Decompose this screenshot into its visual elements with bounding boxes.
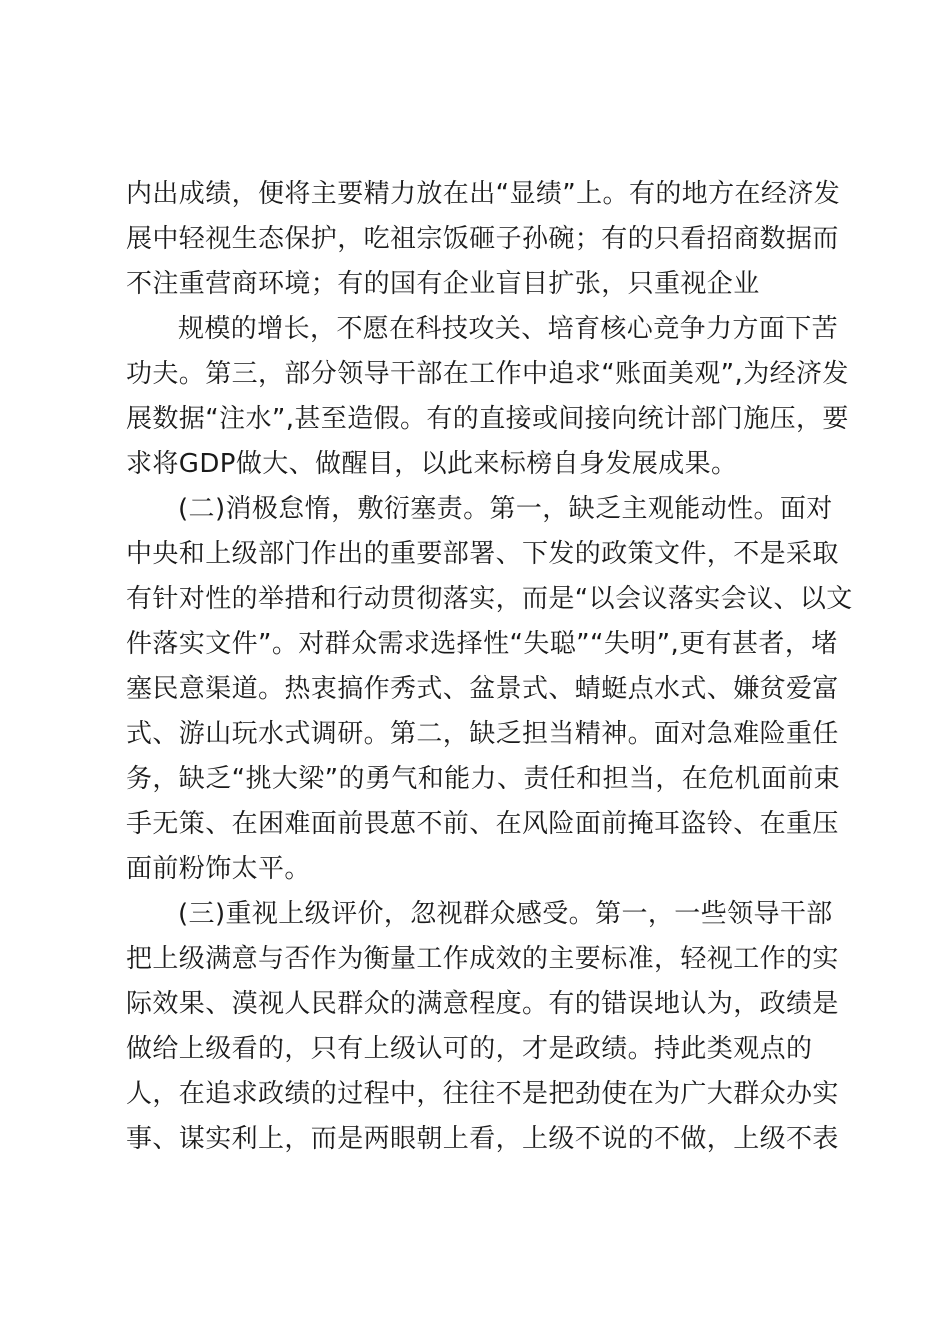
text-line: 面前粉饰太平。: [126, 854, 311, 884]
text-line: 中央和上级部门作出的重要部署、下发的政策文件，不是采取: [126, 539, 839, 569]
text-line: 做给上级看的，只有上级认可的，才是政绩。持此类观点的: [126, 1034, 813, 1064]
text-line: 展中轻视生态保护，吃祖宗饭砸子孙碗；有的只看招商数据而: [126, 224, 839, 254]
text-line: 务，缺乏“挑大梁”的勇气和能力、责任和担当，在危机面前束: [126, 764, 841, 794]
text-line: 规模的增长，不愿在科技攻关、培育核心竞争力方面下苦: [178, 314, 839, 344]
text-line: 把上级满意与否作为衡量工作成效的主要标准，轻视工作的实: [126, 944, 839, 974]
text-line: 有针对性的举措和行动贯彻落实，而是“以会议落实会议、以文: [126, 584, 853, 614]
text-line: 展数据“注水”,甚至造假。有的直接或间接向统计部门施压，要: [126, 404, 849, 434]
text-line: 功夫。第三，部分领导干部在工作中追求“账面美观”,为经济发: [126, 359, 849, 389]
text-line: 求将GDP做大、做醒目，以此来标榜自身发展成果。: [126, 449, 738, 479]
text-line: 式、游山玩水式调研。第二，缺乏担当精神。面对急难险重任: [126, 719, 839, 749]
text-line: 人，在追求政绩的过程中，往往不是把劲使在为广大群众办实: [126, 1079, 839, 1109]
text-line: (三)重视上级评价，忽视群众感受。第一，一些领导干部: [178, 899, 833, 929]
text-line: 塞民意渠道。热衷搞作秀式、盆景式、蜻蜓点水式、嫌贫爱富: [126, 674, 839, 704]
text-line: 事、谋实利上，而是两眼朝上看，上级不说的不做，上级不表: [126, 1124, 839, 1154]
text-line: 手无策、在困难面前畏葸不前、在风险面前掩耳盗铃、在重压: [126, 809, 839, 839]
text-line: 件落实文件”。对群众需求选择性“失聪”“失明”,更有甚者，堵: [126, 629, 838, 659]
text-line: (二)消极怠惰，敷衍塞责。第一，缺乏主观能动性。面对: [178, 494, 833, 524]
body-text: [126, 172, 853, 1162]
text-line: 不注重营商环境；有的国有企业盲目扩张，只重视企业: [126, 269, 760, 299]
text-line: 内出成绩，便将主要精力放在出“显绩”上。有的地方在经济发: [126, 179, 841, 209]
text-line: 际效果、漠视人民群众的满意程度。有的错误地认为，政绩是: [126, 989, 839, 1019]
